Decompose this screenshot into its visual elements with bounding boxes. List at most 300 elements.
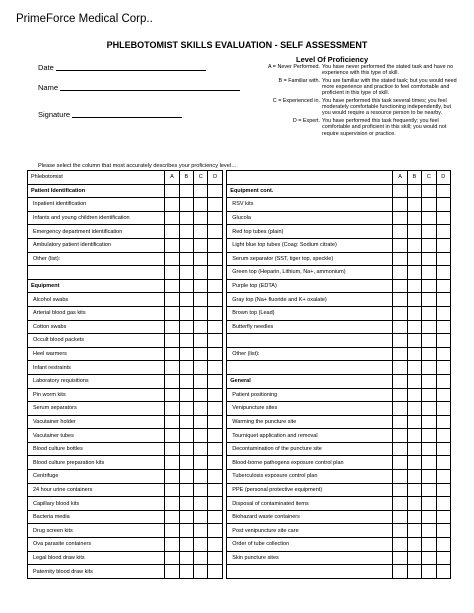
proficiency-cell[interactable] [179, 293, 193, 307]
proficiency-cell[interactable] [208, 320, 222, 334]
proficiency-cell[interactable] [165, 497, 179, 511]
proficiency-cell[interactable] [393, 415, 407, 429]
proficiency-cell[interactable] [436, 306, 450, 320]
proficiency-cell[interactable] [393, 211, 407, 225]
proficiency-cell[interactable] [407, 510, 421, 524]
proficiency-cell[interactable] [165, 388, 179, 402]
proficiency-cell [165, 184, 179, 198]
proficiency-cell[interactable] [393, 429, 407, 443]
skill-label: Serum separators [28, 402, 165, 416]
proficiency-cell[interactable] [393, 538, 407, 552]
proficiency-cell[interactable] [407, 415, 421, 429]
proficiency-cell[interactable] [422, 306, 436, 320]
proficiency-cell[interactable] [179, 415, 193, 429]
proficiency-cell[interactable] [179, 483, 193, 497]
proficiency-cell[interactable] [165, 306, 179, 320]
proficiency-cell[interactable] [165, 211, 179, 225]
table-row [28, 551, 451, 565]
proficiency-cell[interactable] [422, 388, 436, 402]
proficiency-cell[interactable] [208, 293, 222, 307]
proficiency-cell[interactable] [436, 388, 450, 402]
proficiency-cell[interactable] [393, 320, 407, 334]
proficiency-cell[interactable] [407, 429, 421, 443]
proficiency-cell[interactable] [422, 211, 436, 225]
proficiency-cell[interactable] [393, 524, 407, 538]
proficiency-cell[interactable] [194, 238, 208, 252]
proficiency-cell[interactable] [208, 470, 222, 484]
proficiency-cell[interactable] [194, 524, 208, 538]
proficiency-cell[interactable] [208, 347, 222, 361]
proficiency-cell[interactable] [165, 442, 179, 456]
proficiency-cell[interactable] [179, 211, 193, 225]
proficiency-cell[interactable] [179, 497, 193, 511]
proficiency-cell[interactable] [194, 211, 208, 225]
table-row [28, 402, 451, 416]
proficiency-cell[interactable] [179, 347, 193, 361]
proficiency-cell[interactable] [393, 198, 407, 212]
skill-label: Blood culture preparation kits [28, 456, 165, 470]
skill-label: Vacutainer tubes [28, 429, 165, 443]
proficiency-cell[interactable] [407, 198, 421, 212]
proficiency-cell[interactable] [407, 238, 421, 252]
proficiency-cell[interactable] [407, 347, 421, 361]
skill-label: Light blue top tubes (Coag: Sodium citrate) [227, 238, 393, 252]
proficiency-cell[interactable] [194, 374, 208, 388]
proficiency-cell[interactable] [179, 470, 193, 484]
proficiency-cell[interactable] [422, 538, 436, 552]
proficiency-cell[interactable] [165, 293, 179, 307]
column-header-d: D [436, 171, 450, 185]
proficiency-cell[interactable] [407, 497, 421, 511]
proficiency-cell[interactable] [407, 320, 421, 334]
proficiency-cell[interactable] [436, 266, 450, 280]
proficiency-cell[interactable] [393, 334, 407, 348]
column-header-a: A [393, 171, 407, 185]
proficiency-cell[interactable] [208, 483, 222, 497]
proficiency-cell [179, 184, 193, 198]
skill-label: Paternity blood draw kits [28, 565, 165, 579]
skill-label: Alcohol swabs [28, 293, 165, 307]
proficiency-cell[interactable] [208, 524, 222, 538]
proficiency-cell[interactable] [194, 252, 208, 266]
proficiency-cell[interactable] [436, 524, 450, 538]
proficiency-cell[interactable] [194, 334, 208, 348]
proficiency-cell[interactable] [436, 456, 450, 470]
proficiency-cell[interactable] [407, 565, 421, 579]
proficiency-cell[interactable] [179, 551, 193, 565]
table-row [28, 279, 451, 293]
skill-label: Venipuncture sites [227, 402, 393, 416]
instructions: Please select the column that most accurately describes your proficiency level… [38, 163, 237, 169]
proficiency-cell[interactable] [165, 456, 179, 470]
proficiency-cell[interactable] [422, 225, 436, 239]
skill-label: RSV kits [227, 198, 393, 212]
proficiency-cell[interactable] [393, 402, 407, 416]
proficiency-cell[interactable] [407, 483, 421, 497]
proficiency-cell[interactable] [194, 497, 208, 511]
legend-item [258, 98, 458, 117]
table-row [28, 334, 451, 348]
proficiency-cell[interactable] [165, 361, 179, 375]
proficiency-cell [165, 279, 179, 293]
proficiency-cell[interactable] [179, 374, 193, 388]
proficiency-cell[interactable] [422, 252, 436, 266]
proficiency-cell[interactable] [208, 565, 222, 579]
proficiency-cell[interactable] [436, 252, 450, 266]
skill-label: Ambulatory patient identification [28, 238, 165, 252]
skill-label: Infants and young children identification [28, 211, 165, 225]
proficiency-cell[interactable] [393, 565, 407, 579]
proficiency-cell[interactable] [422, 198, 436, 212]
proficiency-cell[interactable] [436, 415, 450, 429]
form-title: PHLEBOTOMIST SKILLS EVALUATION - SELF ASSESSMENT [106, 40, 368, 50]
proficiency-cell[interactable] [407, 266, 421, 280]
legend-item [258, 118, 458, 137]
proficiency-legend [258, 64, 458, 138]
proficiency-cell[interactable] [407, 551, 421, 565]
table-row [28, 538, 451, 552]
proficiency-cell[interactable] [422, 334, 436, 348]
proficiency-cell [407, 374, 421, 388]
proficiency-cell[interactable] [422, 347, 436, 361]
proficiency-cell[interactable] [179, 456, 193, 470]
proficiency-cell[interactable] [194, 442, 208, 456]
proficiency-cell[interactable] [422, 497, 436, 511]
proficiency-cell[interactable] [393, 347, 407, 361]
proficiency-cell[interactable] [393, 279, 407, 293]
proficiency-cell[interactable] [407, 524, 421, 538]
proficiency-cell[interactable] [407, 402, 421, 416]
table-header-row [28, 171, 451, 185]
proficiency-cell[interactable] [436, 442, 450, 456]
company-name: PrimeForce Medical Corp.. [16, 13, 153, 25]
proficiency-cell[interactable] [393, 456, 407, 470]
proficiency-cell[interactable] [436, 402, 450, 416]
proficiency-cell[interactable] [436, 211, 450, 225]
proficiency-cell[interactable] [422, 524, 436, 538]
skill-label: Decontamination of the puncture site [227, 442, 393, 456]
proficiency-cell[interactable] [393, 266, 407, 280]
date-label: Date [38, 63, 54, 72]
proficiency-cell[interactable] [208, 252, 222, 266]
skill-label: Bacteria media [28, 510, 165, 524]
proficiency-cell[interactable] [393, 361, 407, 375]
proficiency-cell[interactable] [194, 388, 208, 402]
column-header-b: B [179, 171, 193, 185]
proficiency-cell[interactable] [179, 402, 193, 416]
proficiency-cell[interactable] [208, 497, 222, 511]
legend-desc: You are familiar with the stated task; but you would need more experience and practice to feel comfortable and proficient in this type of skill. [322, 77, 457, 97]
proficiency-cell[interactable] [208, 442, 222, 456]
proficiency-cell[interactable] [179, 388, 193, 402]
proficiency-cell[interactable] [208, 225, 222, 239]
proficiency-cell[interactable] [208, 306, 222, 320]
proficiency-cell[interactable] [194, 565, 208, 579]
proficiency-cell[interactable] [422, 320, 436, 334]
column-header-b: B [407, 171, 421, 185]
proficiency-cell[interactable] [393, 293, 407, 307]
proficiency-cell[interactable] [436, 497, 450, 511]
proficiency-cell[interactable] [194, 456, 208, 470]
legend-key: D = Expert. [292, 118, 320, 125]
table-row [28, 306, 451, 320]
proficiency-cell[interactable] [393, 306, 407, 320]
proficiency-cell[interactable] [165, 266, 179, 280]
skill-label: Warming the puncture site [227, 415, 393, 429]
proficiency-cell[interactable] [208, 456, 222, 470]
proficiency-cell[interactable] [194, 347, 208, 361]
section-heading: General [227, 374, 393, 388]
proficiency-cell[interactable] [422, 442, 436, 456]
proficiency-cell[interactable] [407, 211, 421, 225]
proficiency-cell[interactable] [436, 483, 450, 497]
skill-label [227, 565, 393, 579]
proficiency-cell[interactable] [208, 402, 222, 416]
table-row [28, 347, 451, 361]
proficiency-cell[interactable] [179, 538, 193, 552]
skill-label: Laboratory requisitions [28, 374, 165, 388]
skill-label: Disposal of contaminated items [227, 497, 393, 511]
proficiency-cell[interactable] [208, 510, 222, 524]
name-field[interactable] [60, 90, 240, 91]
proficiency-cell[interactable] [407, 225, 421, 239]
proficiency-cell[interactable] [179, 334, 193, 348]
legend-desc: You have never performed the stated task and have no experience with this type of skill. [322, 64, 454, 77]
proficiency-cell[interactable] [407, 361, 421, 375]
proficiency-cell[interactable] [393, 442, 407, 456]
proficiency-cell[interactable] [436, 347, 450, 361]
proficiency-cell[interactable] [393, 551, 407, 565]
proficiency-cell[interactable] [208, 388, 222, 402]
proficiency-cell[interactable] [165, 374, 179, 388]
skill-label: Glucola [227, 211, 393, 225]
proficiency-cell[interactable] [179, 266, 193, 280]
proficiency-cell[interactable] [179, 442, 193, 456]
proficiency-cell[interactable] [436, 565, 450, 579]
proficiency-cell[interactable] [208, 551, 222, 565]
proficiency-cell[interactable] [422, 402, 436, 416]
proficiency-cell[interactable] [436, 293, 450, 307]
proficiency-cell[interactable] [179, 320, 193, 334]
skill-label: Tourniquet application and removal [227, 429, 393, 443]
proficiency-cell[interactable] [407, 252, 421, 266]
proficiency-cell[interactable] [165, 510, 179, 524]
proficiency-cell[interactable] [407, 279, 421, 293]
table-row [28, 198, 451, 212]
proficiency-cell[interactable] [208, 429, 222, 443]
proficiency-cell[interactable] [436, 320, 450, 334]
proficiency-cell[interactable] [407, 306, 421, 320]
proficiency-cell[interactable] [393, 510, 407, 524]
proficiency-cell[interactable] [165, 429, 179, 443]
proficiency-cell[interactable] [422, 470, 436, 484]
proficiency-cell[interactable] [422, 415, 436, 429]
proficiency-cell[interactable] [179, 252, 193, 266]
proficiency-cell[interactable] [194, 510, 208, 524]
proficiency-cell[interactable] [194, 429, 208, 443]
proficiency-cell[interactable] [179, 565, 193, 579]
proficiency-cell[interactable] [407, 538, 421, 552]
proficiency-cell[interactable] [208, 211, 222, 225]
section-heading: Equipment [28, 279, 165, 293]
skill-label: Infant restraints [28, 361, 165, 375]
skill-label: Pin worm kits [28, 388, 165, 402]
proficiency-cell[interactable] [194, 415, 208, 429]
proficiency-cell[interactable] [436, 361, 450, 375]
proficiency-cell[interactable] [165, 524, 179, 538]
skill-label: Arterial blood gas kits [28, 306, 165, 320]
skills-table [27, 170, 451, 579]
proficiency-cell[interactable] [208, 361, 222, 375]
proficiency-cell[interactable] [407, 442, 421, 456]
proficiency-cell[interactable] [422, 510, 436, 524]
proficiency-cell[interactable] [422, 361, 436, 375]
signature-field[interactable] [72, 117, 182, 118]
proficiency-cell[interactable] [194, 266, 208, 280]
proficiency-cell[interactable] [165, 551, 179, 565]
proficiency-cell[interactable] [407, 388, 421, 402]
proficiency-cell[interactable] [393, 497, 407, 511]
table-row [28, 524, 451, 538]
proficiency-cell[interactable] [436, 551, 450, 565]
table-row [28, 211, 451, 225]
proficiency-cell[interactable] [165, 238, 179, 252]
proficiency-cell[interactable] [208, 238, 222, 252]
proficiency-cell[interactable] [422, 429, 436, 443]
proficiency-cell[interactable] [407, 456, 421, 470]
proficiency-cell[interactable] [194, 306, 208, 320]
proficiency-cell[interactable] [422, 551, 436, 565]
proficiency-cell[interactable] [165, 538, 179, 552]
proficiency-cell[interactable] [208, 538, 222, 552]
proficiency-cell[interactable] [165, 320, 179, 334]
proficiency-cell[interactable] [436, 538, 450, 552]
legend-desc: You have performed this task several times; you feel moderately comfortable functioning independently, but you would require a resource person to be nearby. [322, 98, 452, 117]
skill-label: Serum separator (SST, tiger top, speckle) [227, 252, 393, 266]
proficiency-cell[interactable] [393, 225, 407, 239]
proficiency-cell[interactable] [208, 198, 222, 212]
skill-label: Heel warmers [28, 347, 165, 361]
date-field[interactable] [56, 70, 206, 71]
table-row [28, 510, 451, 524]
proficiency-cell[interactable] [436, 510, 450, 524]
proficiency-cell[interactable] [407, 470, 421, 484]
skill-label: Green top (Heparin, Lithium, Na+, ammonium) [227, 266, 393, 280]
proficiency-cell[interactable] [165, 402, 179, 416]
proficiency-cell[interactable] [208, 415, 222, 429]
skill-label: Cotton swabs [28, 320, 165, 334]
column-header-a: A [165, 171, 179, 185]
proficiency-cell[interactable] [436, 198, 450, 212]
proficiency-cell[interactable] [179, 429, 193, 443]
skill-label: Blood culture bottles [28, 442, 165, 456]
proficiency-cell[interactable] [179, 361, 193, 375]
skill-label: Ova parasite containers [28, 538, 165, 552]
proficiency-cell[interactable] [179, 510, 193, 524]
proficiency-cell[interactable] [194, 402, 208, 416]
proficiency-cell[interactable] [165, 198, 179, 212]
proficiency-cell[interactable] [407, 293, 421, 307]
proficiency-cell[interactable] [393, 470, 407, 484]
proficiency-cell[interactable] [165, 347, 179, 361]
proficiency-cell[interactable] [422, 565, 436, 579]
proficiency-cell[interactable] [208, 334, 222, 348]
proficiency-cell[interactable] [165, 225, 179, 239]
proficiency-cell[interactable] [194, 198, 208, 212]
proficiency-cell [208, 279, 222, 293]
proficiency-cell[interactable] [194, 470, 208, 484]
skill-label: Order of tube collection [227, 538, 393, 552]
proficiency-cell[interactable] [165, 334, 179, 348]
proficiency-cell[interactable] [208, 374, 222, 388]
proficiency-cell[interactable] [422, 279, 436, 293]
level-heading: Level Of Proficiency [296, 55, 369, 64]
left-header: Phlebotomist [28, 171, 165, 185]
proficiency-cell [407, 184, 421, 198]
proficiency-cell[interactable] [179, 306, 193, 320]
table-row [28, 361, 451, 375]
proficiency-cell[interactable] [179, 238, 193, 252]
table-row [28, 483, 451, 497]
proficiency-cell[interactable] [194, 293, 208, 307]
proficiency-cell[interactable] [436, 238, 450, 252]
proficiency-cell[interactable] [194, 320, 208, 334]
proficiency-cell[interactable] [393, 388, 407, 402]
skill-label: Skin puncture sites [227, 551, 393, 565]
table-row [28, 225, 451, 239]
proficiency-cell[interactable] [165, 470, 179, 484]
proficiency-cell[interactable] [422, 238, 436, 252]
proficiency-cell[interactable] [179, 225, 193, 239]
proficiency-cell[interactable] [436, 470, 450, 484]
proficiency-cell[interactable] [393, 238, 407, 252]
proficiency-cell [179, 279, 193, 293]
skill-label: Post venipuncture site care [227, 524, 393, 538]
proficiency-cell[interactable] [179, 198, 193, 212]
proficiency-cell[interactable] [393, 483, 407, 497]
proficiency-cell[interactable] [194, 225, 208, 239]
proficiency-cell[interactable] [422, 293, 436, 307]
skill-label [227, 361, 393, 375]
proficiency-cell[interactable] [422, 266, 436, 280]
proficiency-cell [422, 374, 436, 388]
skill-label: Vacutainer holder [28, 415, 165, 429]
proficiency-cell[interactable] [165, 483, 179, 497]
proficiency-cell[interactable] [393, 252, 407, 266]
proficiency-cell[interactable] [179, 524, 193, 538]
proficiency-cell[interactable] [436, 279, 450, 293]
proficiency-cell[interactable] [165, 565, 179, 579]
proficiency-cell[interactable] [194, 483, 208, 497]
proficiency-cell [436, 184, 450, 198]
proficiency-cell[interactable] [436, 225, 450, 239]
proficiency-cell[interactable] [194, 538, 208, 552]
proficiency-cell[interactable] [208, 266, 222, 280]
legend-desc: You have performed this task frequently; you feel comfortable and proficient in this skill; you would not require supervision or practice. [322, 118, 447, 137]
proficiency-cell[interactable] [436, 334, 450, 348]
proficiency-cell[interactable] [194, 551, 208, 565]
skill-label: Emergency department identification [28, 225, 165, 239]
proficiency-cell[interactable] [165, 252, 179, 266]
proficiency-cell[interactable] [422, 483, 436, 497]
skill-label: Occult blood packets [28, 334, 165, 348]
proficiency-cell[interactable] [422, 456, 436, 470]
proficiency-cell[interactable] [165, 415, 179, 429]
proficiency-cell[interactable] [407, 334, 421, 348]
skill-label: Biohazard waste containers [227, 510, 393, 524]
proficiency-cell[interactable] [436, 429, 450, 443]
proficiency-cell[interactable] [194, 361, 208, 375]
